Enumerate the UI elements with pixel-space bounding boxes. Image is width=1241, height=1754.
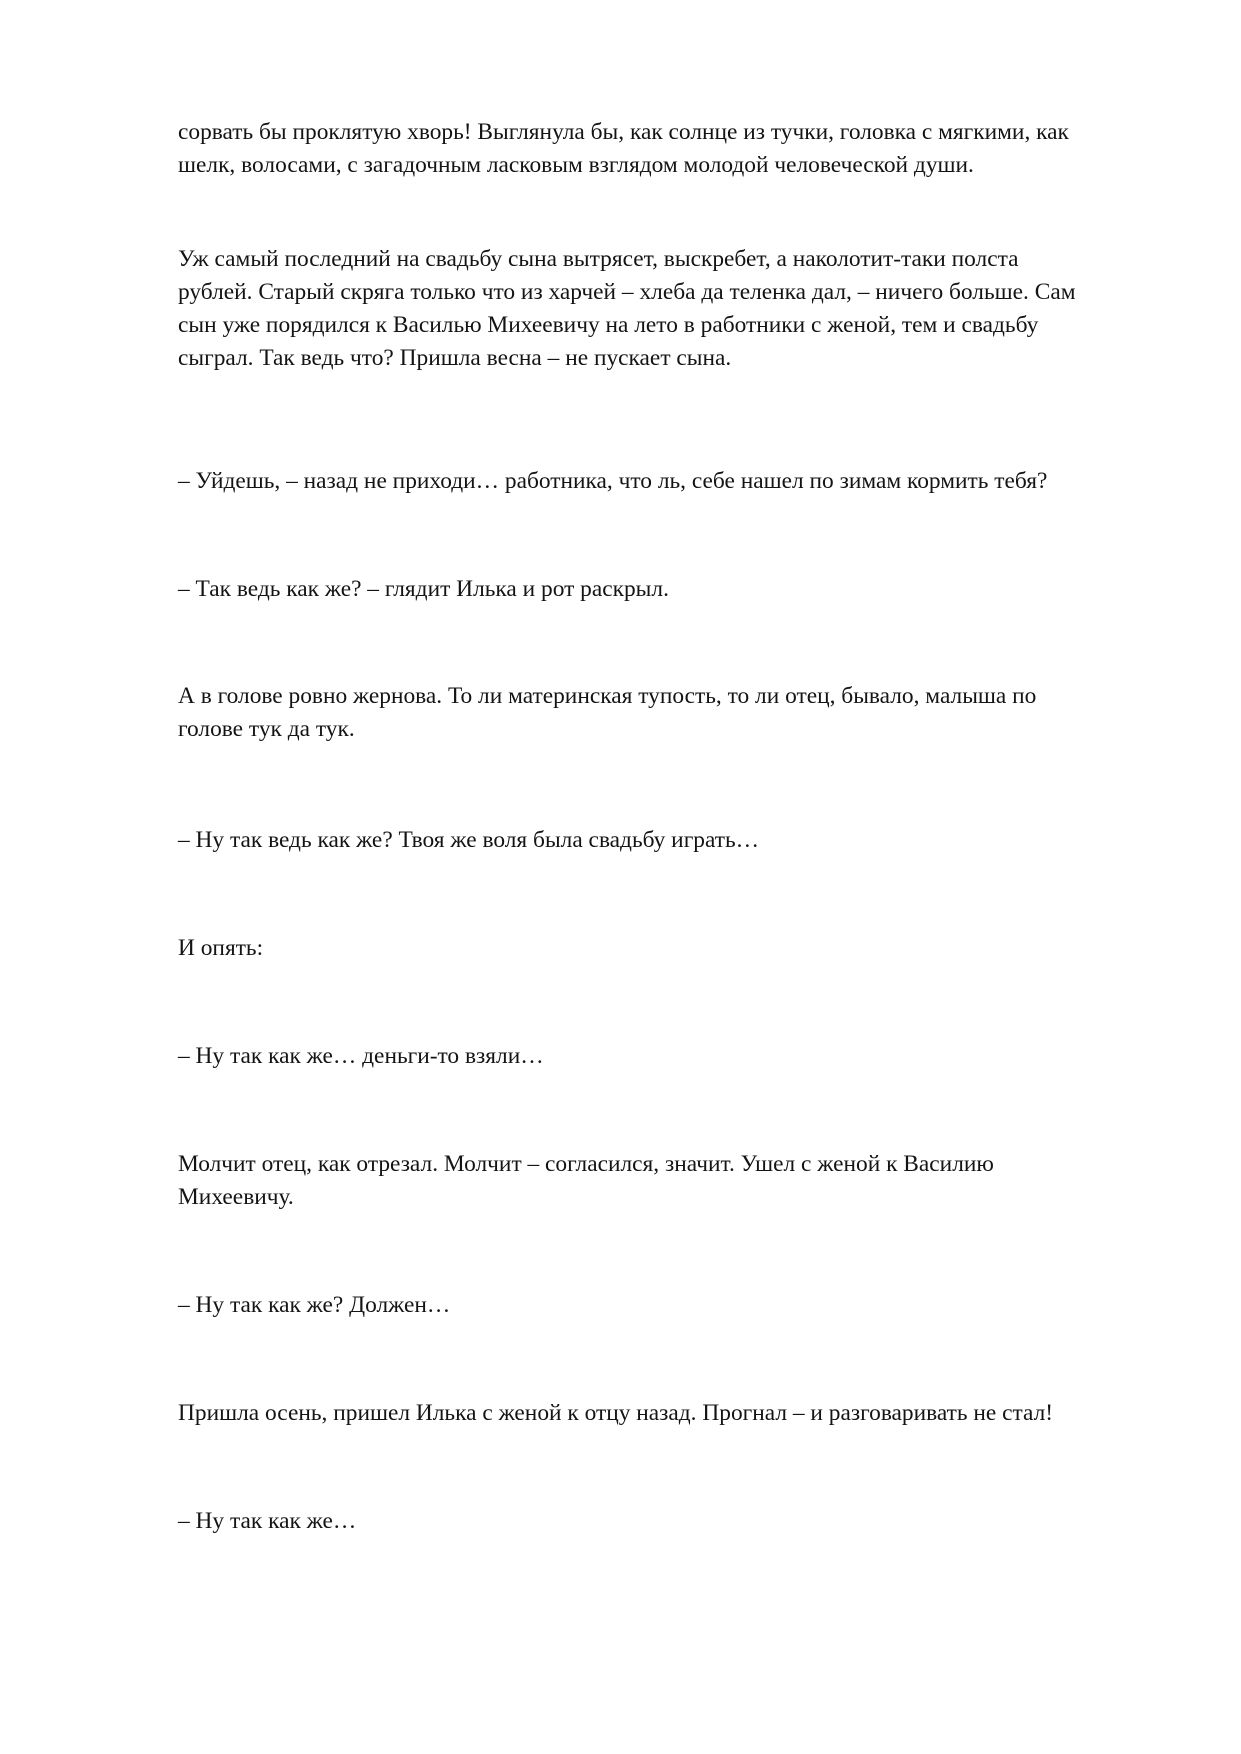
paragraph	[178, 573, 1168, 606]
text-line: – Ну так как же… деньги-то взяли…	[178, 1043, 544, 1069]
text-line: Михеевичу.	[178, 1184, 294, 1210]
paragraph	[178, 465, 1168, 498]
text-line: – Ну так ведь как же? Твоя же воля была свадьбу играть…	[178, 827, 760, 853]
paragraph	[178, 932, 1168, 965]
text-line: – Ну так как же…	[178, 1508, 357, 1534]
text-line: голове тук да тук.	[178, 716, 355, 742]
paragraph	[178, 243, 1168, 375]
paragraph	[178, 680, 1168, 746]
text-line: рублей. Старый скряга только что из харчей – хлеба да теленка дал, – ничего больше. Сам	[178, 279, 1076, 305]
text-line: Уж самый последний на свадьбу сына вытрясет, выскребет, а наколотит-таки полста	[178, 246, 1019, 272]
paragraph	[178, 1040, 1168, 1073]
paragraph	[178, 1397, 1168, 1430]
text-line: сорвать бы проклятую хворь! Выглянула бы, как солнце из тучки, головка с мягкими, как	[178, 119, 1069, 145]
paragraph	[178, 116, 1168, 182]
paragraph	[178, 824, 1168, 857]
text-line: – Так ведь как же? – глядит Илька и рот раскрыл.	[178, 576, 669, 602]
text-line: сыграл. Так ведь что? Пришла весна – не пускает сына.	[178, 345, 732, 371]
text-line: И опять:	[178, 935, 264, 961]
text-line: Пришла осень, пришел Илька с женой к отцу назад. Прогнал – и разговаривать не стал!	[178, 1400, 1054, 1426]
paragraph	[178, 1148, 1168, 1214]
text-line: – Уйдешь, – назад не приходи… работника, что ль, себе нашел по зимам кормить тебя?	[178, 468, 1048, 494]
text-line: А в голове ровно жернова. То ли материнская тупость, то ли отец, бывало, малыша по	[178, 683, 1037, 709]
text-line: – Ну так как же? Должен…	[178, 1292, 451, 1318]
text-line: Молчит отец, как отрезал. Молчит – согласился, значит. Ушел с женой к Василию	[178, 1151, 994, 1177]
text-line: шелк, волосами, с загадочным ласковым взглядом молодой человеческой души.	[178, 152, 974, 178]
paragraph	[178, 1289, 1168, 1322]
paragraph	[178, 1505, 1168, 1538]
text-line: сын уже порядился к Василью Михеевичу на лето в работники с женой, тем и свадьбу	[178, 312, 1039, 338]
